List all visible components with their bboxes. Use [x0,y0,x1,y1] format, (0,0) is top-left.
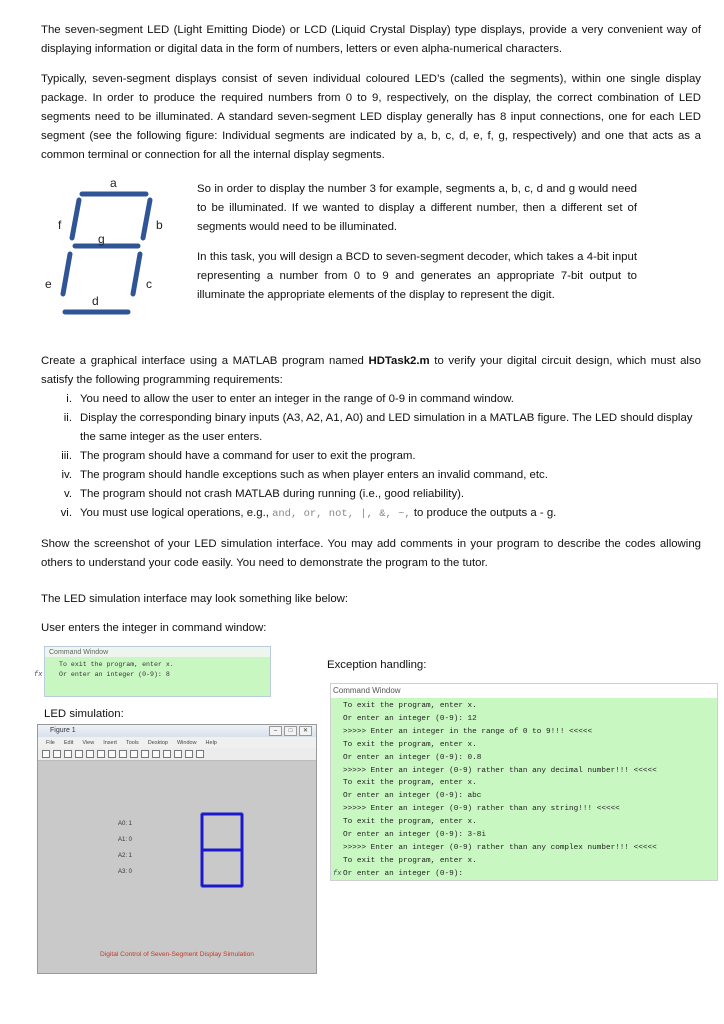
segment-b [143,200,150,238]
cmd-line: Or enter an integer (0-9): abc [343,792,482,801]
item-num: ii. [63,412,72,424]
interface-paragraph: The LED simulation interface may look something like below: [41,593,349,605]
label-g: g [98,232,105,246]
screenshot-paragraph: Show the screenshot of your LED simulation interface. You may add comments in your program to describe the codes allowing others to understand your code easily. You need to demonstrate the program to the tutor. [41,538,701,569]
pointer-icon[interactable] [86,750,94,758]
requirement-item [41,409,706,447]
menu-tools[interactable]: Tools [125,739,139,746]
segment-e [63,254,70,294]
requirement-item [41,485,706,504]
led-digit-display [198,811,248,891]
zoom-out-icon[interactable] [108,750,116,758]
open-icon[interactable] [53,750,61,758]
req-intro-post: to verify your digital circuit design, which must also satisfy the following programming requirements: [41,355,701,386]
datacursor-icon[interactable] [141,750,149,758]
cmd-line: >>>>> Enter an integer (0-9) rather than any complex number!!! <<<<< [343,843,657,852]
legend-icon[interactable] [185,750,193,758]
intro-paragraph: The seven-segment LED (Light Emitting Diode) or LCD (Liquid Crystal Display) type displays, provide a very convenient way of displaying information or digital data in the form of numbers, letters or even alpha-numerical characters. [41,24,701,55]
menu-edit[interactable]: Edit [63,739,74,746]
label-e: e [45,277,52,291]
segments-paragraph: Typically, seven-segment displays consist of seven individual coloured LED’s (called the segments), within one single display package. In order to produce the required numbers from 0 to 9, respectively, on the display, the correct combination of LED segments need to be illuminated. A standard seven-segment LED display generally has 8 input connections, one for each LED segment (see the following figure: Individual segments are indicated by a, b, c, d, e, f, g, respectively) and one that acts as a common terminal or connection for all the internal display segments. [41,73,701,161]
figure-title: Figure 1 [50,727,76,734]
figure-menubar [38,737,316,748]
cmd-line: To exit the program, enter x. [343,818,477,827]
rotate-icon[interactable] [130,750,138,758]
cmd-line: Or enter an integer (0-9): 12 [343,714,477,723]
requirement-item [41,504,706,524]
cmd-line: To exit the program, enter x. [343,702,477,710]
cmd-line [331,868,717,881]
label-f: f [58,218,62,232]
bit-a2: A2: 1 [118,853,133,859]
figure-canvas [38,761,316,973]
figure-toolbar [38,748,316,761]
window-buttons [269,726,312,736]
requirement-item [41,390,706,409]
command-window-title: Command Window [45,647,270,657]
caption-user-input: User enters the integer in command window: [41,622,267,634]
requirement-item [41,466,706,485]
label-b: b [156,218,163,232]
caption-led-simulation: LED simulation: [44,708,124,720]
matlab-figure-window[interactable] [37,724,317,974]
label-c: c [146,277,152,291]
requirements-list [41,390,706,524]
menu-file[interactable]: File [46,739,55,746]
item-text: The program should not crash MATLAB during running (i.e., good reliability). [80,488,465,500]
zoom-in-icon[interactable] [97,750,105,758]
menu-window[interactable]: Window [176,739,197,746]
item-text: Display the corresponding binary inputs (A3, A2, A1, A0) and LED simulation in a MATLAB figure. The LED should display the same integer as the user enters. [80,412,693,443]
bit-a1: A1: 0 [118,837,133,843]
cmd-line: Or enter an integer (0-9): 3-8i [343,831,487,840]
menu-help[interactable]: Help [205,739,217,746]
bit-a0: A0: 1 [118,821,133,827]
cmd-line-text: Or enter an integer (0-9): [343,869,463,878]
logical-ops-code: and, or, not, |, &, ~, [272,508,411,520]
cmd-line: >>>>> Enter an integer (0-9) rather than any decimal number!!! <<<<< [343,766,657,775]
simulation-caption: Digital Control of Seven-Segment Display Simulation [100,951,254,958]
pan-icon[interactable] [119,750,127,758]
item-text: You need to allow the user to enter an integer in the range of 0-9 in command window. [80,393,514,405]
brush-icon[interactable] [152,750,160,758]
item-num: iii. [61,450,72,462]
item-num: vi. [60,507,72,519]
label-d: d [92,294,99,308]
cmd-line: >>>>> Enter an integer in the range of 0 to 9!!! <<<<< [343,727,593,736]
number3-paragraph: So in order to display the number 3 for example, segments a, b, c, d and g would need to be illuminated. If we wanted to display a different number, then a different set of segments would need to be illuminated. [197,183,637,233]
task-paragraph: In this task, you will design a BCD to seven-segment decoder, which takes a 4-bit input representing a number from 0 to 9 and generates an appropriate 7-bit output to illuminate the appropriate elements of the display to represent the digit. [197,251,637,301]
req-intro-pre: Create a graphical interface using a MATLAB program named [41,355,369,367]
requirement-item [41,447,706,466]
cmd-line: >>>>> Enter an integer (0-9) rather than any string!!! <<<<< [343,805,620,814]
seven-segment-svg [40,176,170,326]
link-icon[interactable] [163,750,171,758]
menu-view[interactable]: View [82,739,95,746]
command-window-exceptions[interactable] [330,683,718,881]
item-text-end: to produce the outputs a - g. [410,507,557,519]
cmd-line: To exit the program, enter x. [343,856,477,865]
seven-segment-figure [40,176,170,326]
program-name: HDTask2.m [368,355,430,367]
menu-desktop[interactable]: Desktop [147,739,168,746]
cmd-line-text: Or enter an integer (0-9): 8 [59,671,170,678]
caption-exception: Exception handling: [327,659,427,671]
item-num: i. [66,393,72,405]
new-figure-icon[interactable] [42,750,50,758]
plot-tools-icon[interactable] [196,750,204,758]
item-text: You must use logical operations, e.g., [80,507,273,519]
cmd-line: Or enter an integer (0-9): 0.8 [343,753,482,762]
item-num: iv. [61,469,72,481]
save-icon[interactable] [64,750,72,758]
command-window-input[interactable] [34,646,271,697]
colorbar-icon[interactable] [174,750,182,758]
item-num: v. [63,488,72,500]
requirements-intro [41,352,701,390]
item-text: The program should have a command for user to exit the program. [80,450,416,462]
label-a: a [110,176,117,190]
segment-f [72,200,79,238]
figure-title-bar [38,725,316,737]
cmd-line: To exit the program, enter x. [343,740,477,749]
print-icon[interactable] [75,750,83,758]
close-button[interactable]: ✕ [299,726,312,736]
item-text: The program should handle exceptions such as when player enters an invalid command, etc. [80,469,548,481]
minimize-button[interactable]: – [269,726,282,736]
cmd-line: To exit the program, enter x. [59,661,174,668]
command-window-title: Command Window [331,684,717,698]
fx-icon: fx [333,869,342,878]
cmd-lines [331,698,717,881]
fx-icon: fx [34,671,43,679]
cmd-line [34,670,270,680]
menu-insert[interactable]: Insert [103,739,117,746]
segment-c [133,254,140,294]
bit-a3: A3: 0 [118,869,133,875]
maximize-button[interactable]: □ [284,726,297,736]
cmd-line: To exit the program, enter x. [343,779,477,788]
